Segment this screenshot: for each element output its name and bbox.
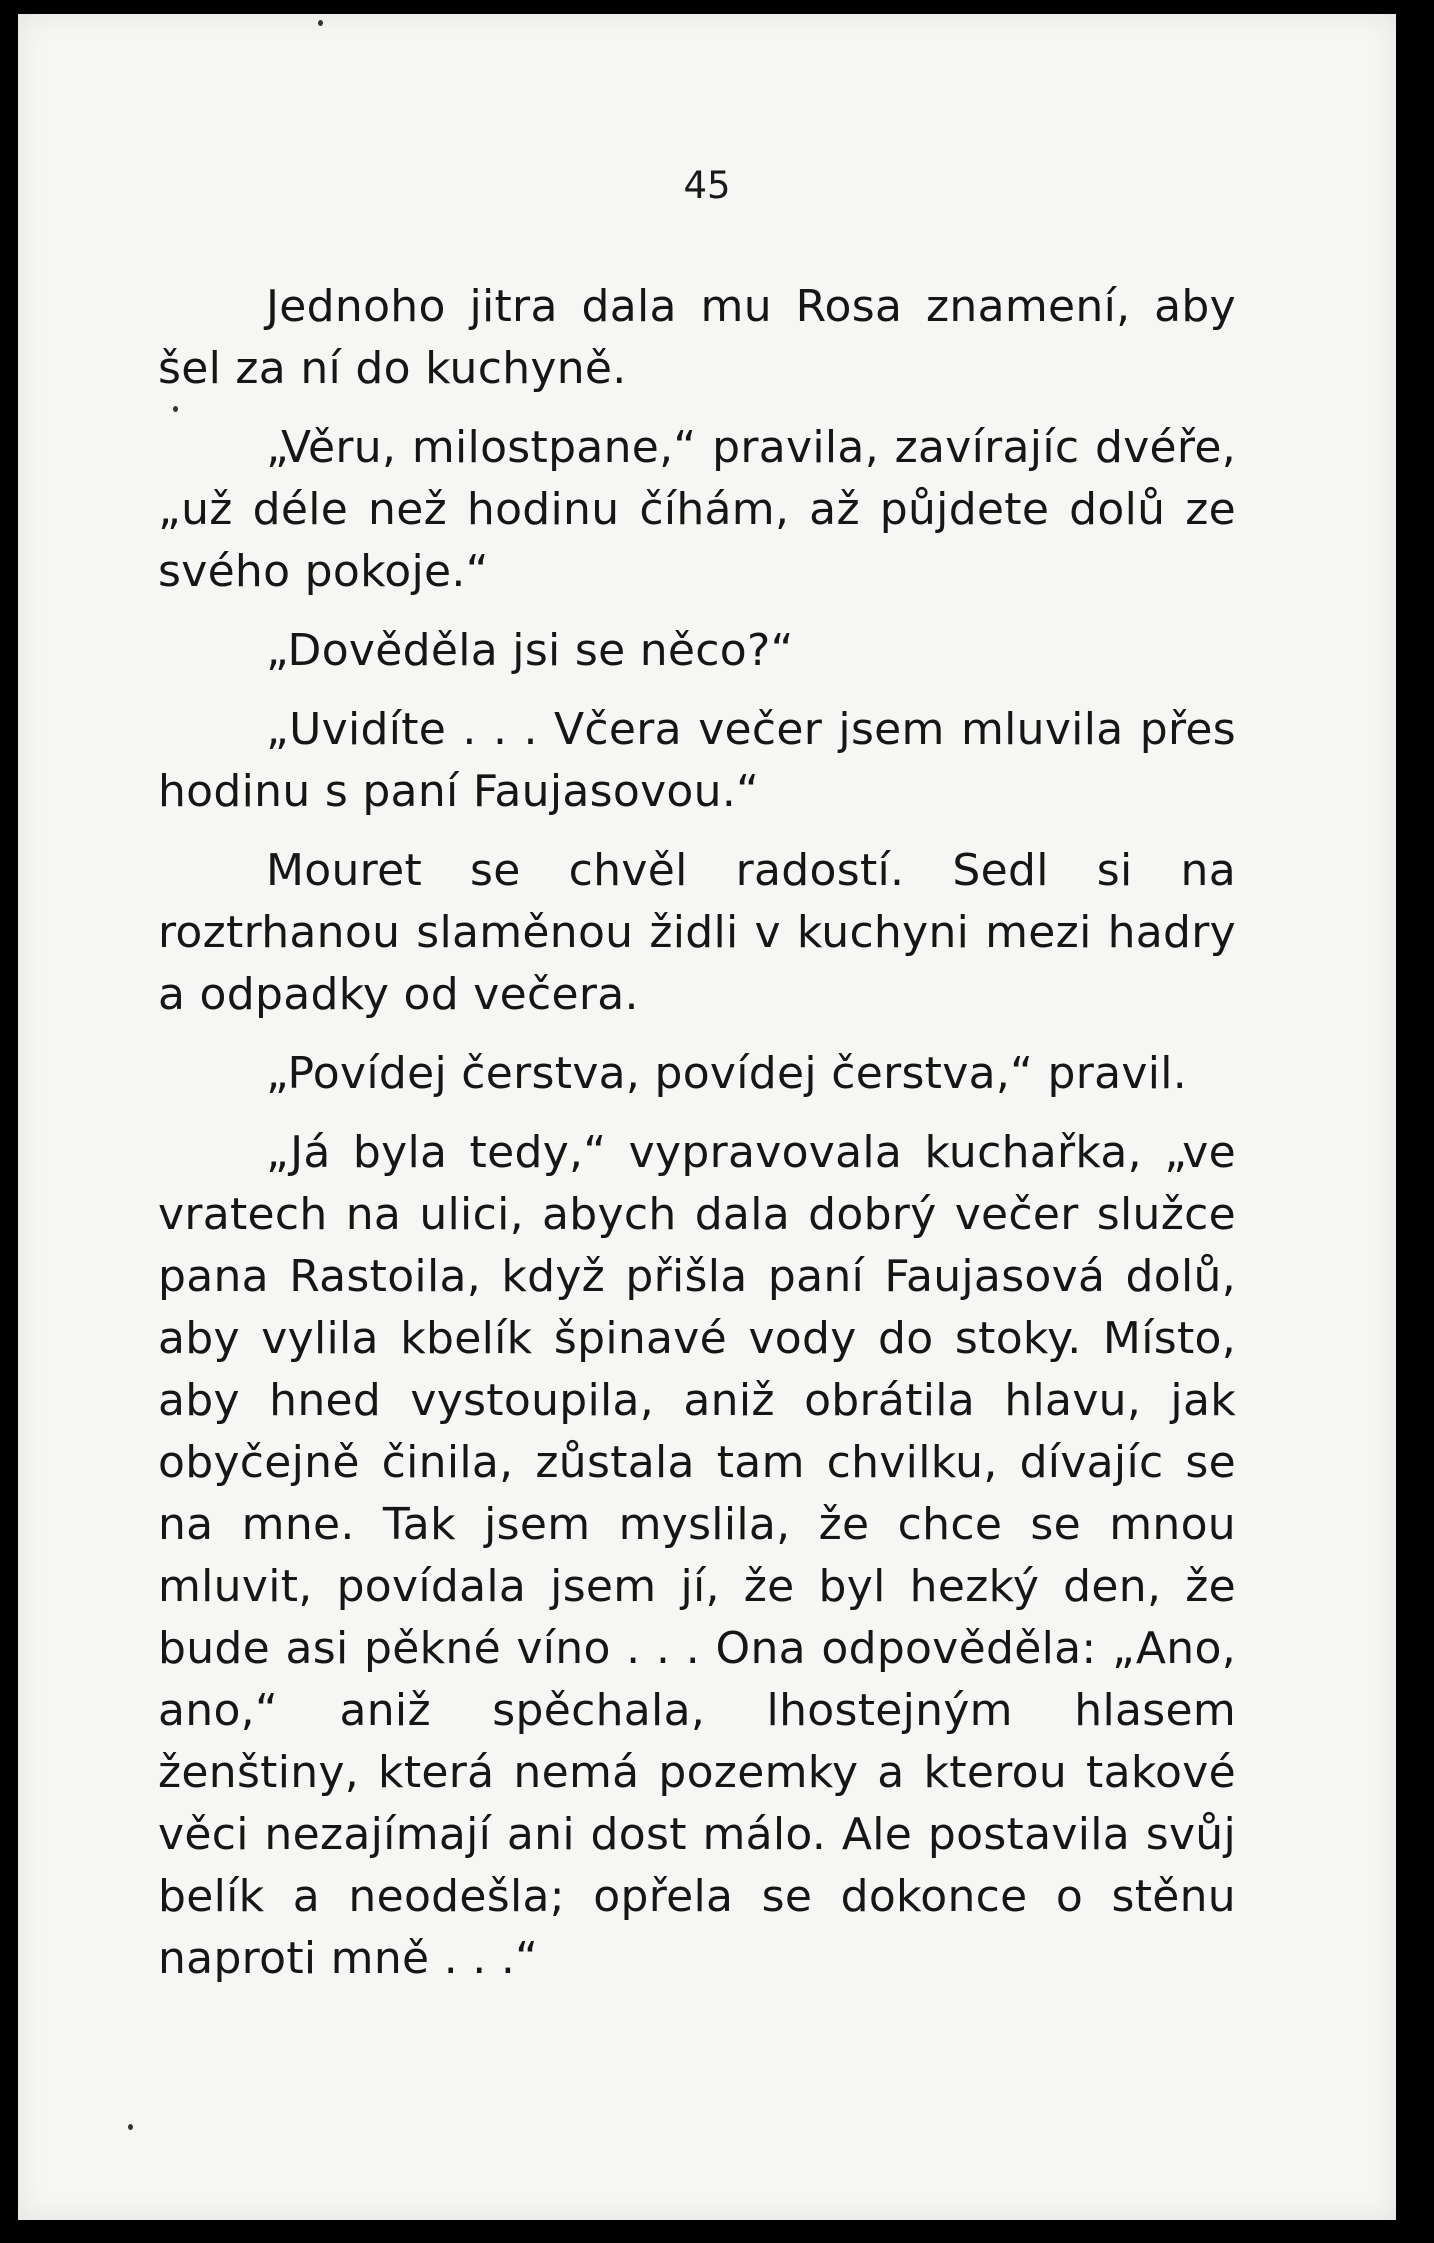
scan-speck — [128, 2124, 133, 2130]
paragraph: Mouret se chvěl radostí. Sedl si na roztrhanou slaměnou židli v kuchyni mezi hadry a odpadky od večera. — [158, 845, 1236, 1020]
scan-speck — [173, 406, 178, 412]
paragraph: „Povídej čerstva, povídej čerstva,“ pravil. — [266, 1048, 1188, 1099]
paragraph: Jednoho jitra dala mu Rosa znamení, aby šel za ní do kuchyně. — [158, 281, 1236, 394]
paragraph: „Uvidíte . . . Včera večer jsem mluvila přes hodinu s paní Faujasovou.“ — [158, 704, 1236, 817]
body-text — [158, 276, 1236, 1990]
scan-speck — [318, 20, 323, 26]
book-page — [18, 14, 1396, 2220]
paragraph: „Já byla tedy,“ vypravovala kuchařka, „ve vratech na ulici, abych dala dobrý večer služce pana Rastoila, když přišla paní Faujasová dolů, aby vylila kbelík špinavé vody do stoky. Místo, aby hned vystoupila, aniž obrátila hlavu, jak obyčejně činila, zůstala tam chvilku, dívajíc se na mne. Tak jsem myslila, že chce se mnou mluvit, povídala jsem jí, že byl hezký den, že bude asi pěkné víno . . . Ona odpověděla: „Ano, ano,“ aniž spěchala, lhostejným hlasem ženštiny, která nemá pozemky a kterou takové věci nezajímají ani dost málo. Ale postavila svůj belík a neodešla; opřela se dokonce o stěnu naproti mně . . .“ — [158, 1127, 1236, 1984]
page-number: 45 — [683, 164, 731, 207]
paragraph: „Dověděla jsi se něco?“ — [266, 625, 794, 676]
paragraph: „Věru, milostpane,“ pravila, zavírajíc dvéře, „už déle než hodinu číhám, až půjdete dolů ze svého pokoje.“ — [158, 422, 1236, 597]
